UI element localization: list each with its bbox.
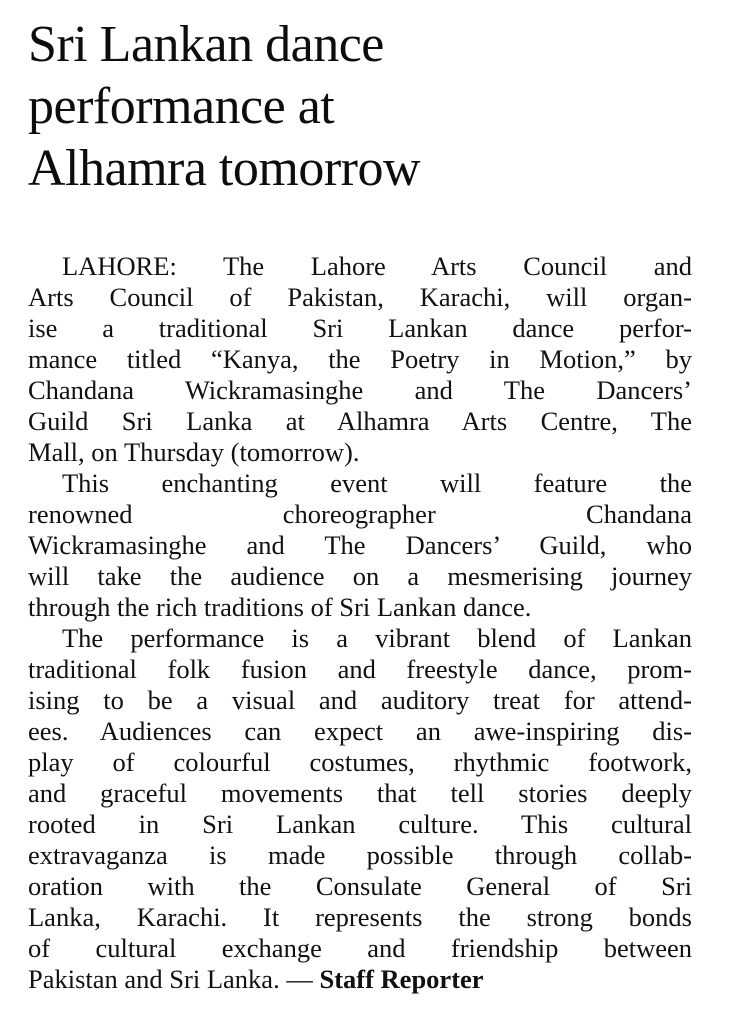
text-line: mance titled “Kanya, the Poetry in Motion,” by: [28, 344, 692, 374]
text-line: The performance is a vibrant blend of Lankan: [62, 623, 692, 653]
text-line: oration with the Consulate General of Sri: [28, 871, 692, 901]
text-line: ise a traditional Sri Lankan dance perfor-: [28, 313, 692, 343]
paragraph-1: [28, 251, 692, 468]
text-line: play of colourful costumes, rhythmic footwork,: [28, 747, 692, 777]
text-line: LAHORE: The Lahore Arts Council and: [62, 251, 692, 281]
paragraph-3: [28, 623, 692, 995]
final-line: [28, 964, 692, 995]
text-line: Arts Council of Pakistan, Karachi, will organ-: [28, 282, 692, 312]
text-line: Lanka, Karachi. It represents the strong bonds: [28, 902, 692, 932]
paragraph-2: [28, 468, 692, 623]
article-body: [28, 251, 692, 995]
text-line: of cultural exchange and friendship between: [28, 933, 692, 963]
text-line: Wickramasinghe and The Dancers’ Guild, who: [28, 530, 692, 560]
text-line: This enchanting event will feature the: [62, 468, 692, 498]
text-line: rooted in Sri Lankan culture. This cultural: [28, 809, 692, 839]
text-line: traditional folk fusion and freestyle dance, prom-: [28, 654, 692, 684]
text-line: Chandana Wickramasinghe and The Dancers’: [28, 375, 692, 405]
text-line: will take the audience on a mesmerising journey: [28, 561, 692, 591]
news-article: [28, 14, 692, 995]
text-line: Mall, on Thursday (tomorrow).: [28, 437, 360, 467]
headline-line: Sri Lankan dance: [28, 16, 384, 73]
text-line: ising to be a visual and auditory treat for attend-: [28, 685, 692, 715]
text-line: Guild Sri Lanka at Alhamra Arts Centre, The: [28, 406, 692, 436]
headline-line: Alhamra tomorrow: [28, 140, 421, 197]
text-line: Pakistan and Sri Lanka. —: [28, 964, 313, 994]
text-line: ees. Audiences can expect an awe-inspiring dis-: [28, 716, 692, 746]
text-line: renowned choreographer Chandana: [28, 499, 692, 529]
text-line: through the rich traditions of Sri Lankan dance.: [28, 592, 532, 622]
text-line: and graceful movements that tell stories deeply: [28, 778, 692, 808]
headline-line: performance at: [28, 78, 335, 135]
text-line: extravaganza is made possible through collab-: [28, 840, 692, 870]
headline: [28, 14, 692, 200]
byline: Staff Reporter: [319, 964, 484, 994]
